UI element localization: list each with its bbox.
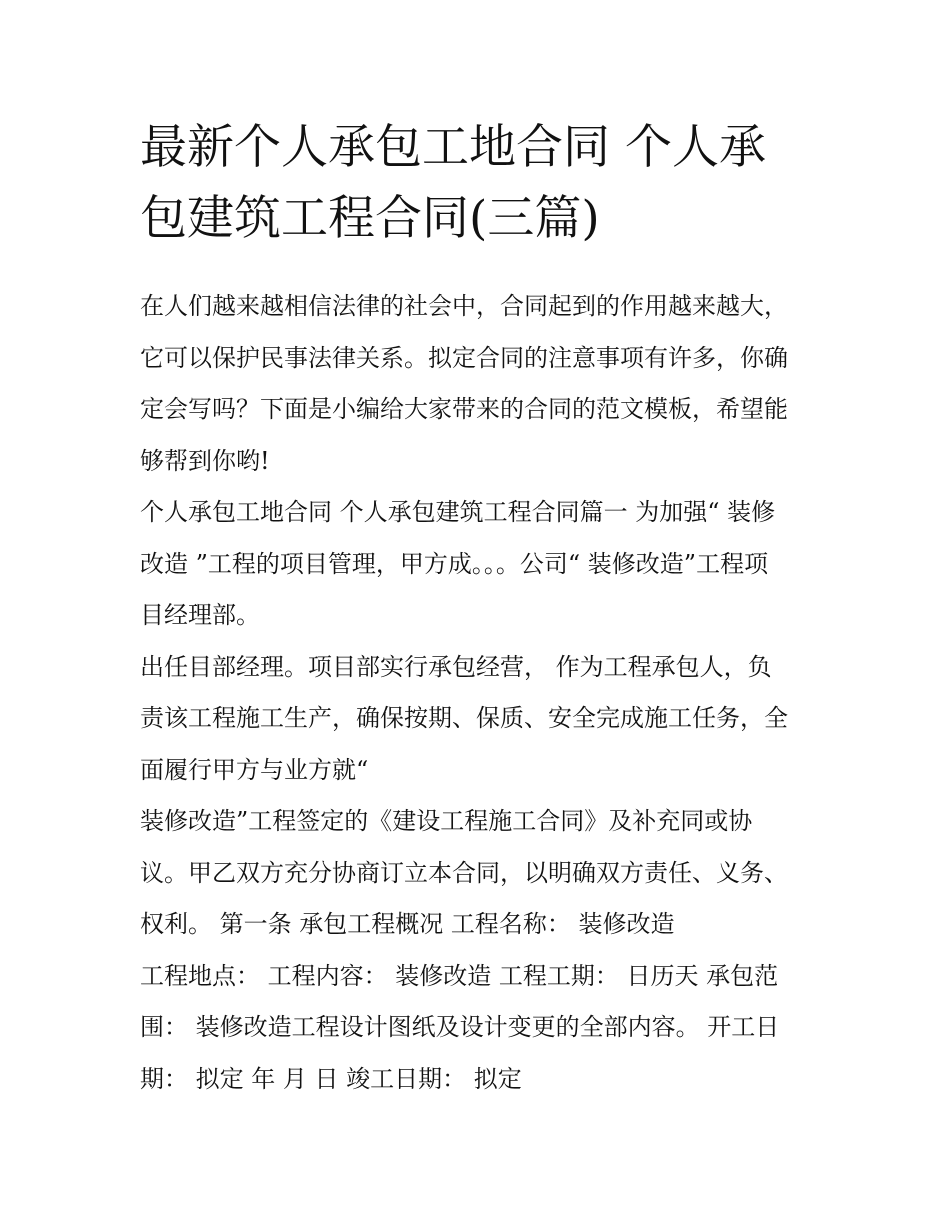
- body-line: 定会写吗？下面是小编给大家带来的合同的范文模板，希望能: [140, 395, 788, 423]
- body-line: 够帮到你哟!: [140, 446, 270, 475]
- body-line: 议。甲乙双方充分协商订立本合同，以明确双方责任、义务、: [140, 858, 788, 887]
- body-line: 在人们越来越相信法律的社会中，合同起到的作用越来越大，: [140, 292, 788, 320]
- title-line: 包建筑工程合同(三篇): [140, 191, 600, 246]
- body-line: 面履行甲方与业方就“: [140, 755, 369, 784]
- body-line: 个人承包工地合同 个人承包建筑工程合同篇一 为加强“ 装修: [140, 498, 776, 526]
- document-body: [140, 281, 830, 1105]
- body-line: 它可以保护民事法律关系。拟定合同的注意事项有许多，你确: [140, 343, 788, 372]
- body-line: 期： 拟定 年 月 日 竣工日期： 拟定: [140, 1064, 522, 1093]
- document-title: [140, 112, 830, 254]
- body-line: 围： 装修改造工程设计图纸及设计变更的全部内容。 开工日: [140, 1013, 780, 1041]
- title-line: 最新个人承包工地合同 个人承: [140, 120, 766, 175]
- body-line: 出任目部经理。项目部实行承包经营， 作为工程承包人，负: [140, 652, 772, 681]
- body-line: 目经理部。: [140, 601, 260, 629]
- body-line: 责该工程施工生产，确保按期、保质、安全完成施工任务，全: [140, 704, 788, 732]
- body-line: 工程地点： 工程内容： 装修改造 工程工期： 日历天 承包范: [140, 961, 779, 990]
- body-line: 权利。 第一条 承包工程概况 工程名称： 装修改造: [140, 910, 675, 938]
- body-line: 装修改造”工程签定的《建设工程施工合同》及补充同或协: [140, 807, 753, 835]
- body-line: 改造 ”工程的项目管理，甲方成。。。公司“ 装修改造”工程项: [140, 549, 769, 578]
